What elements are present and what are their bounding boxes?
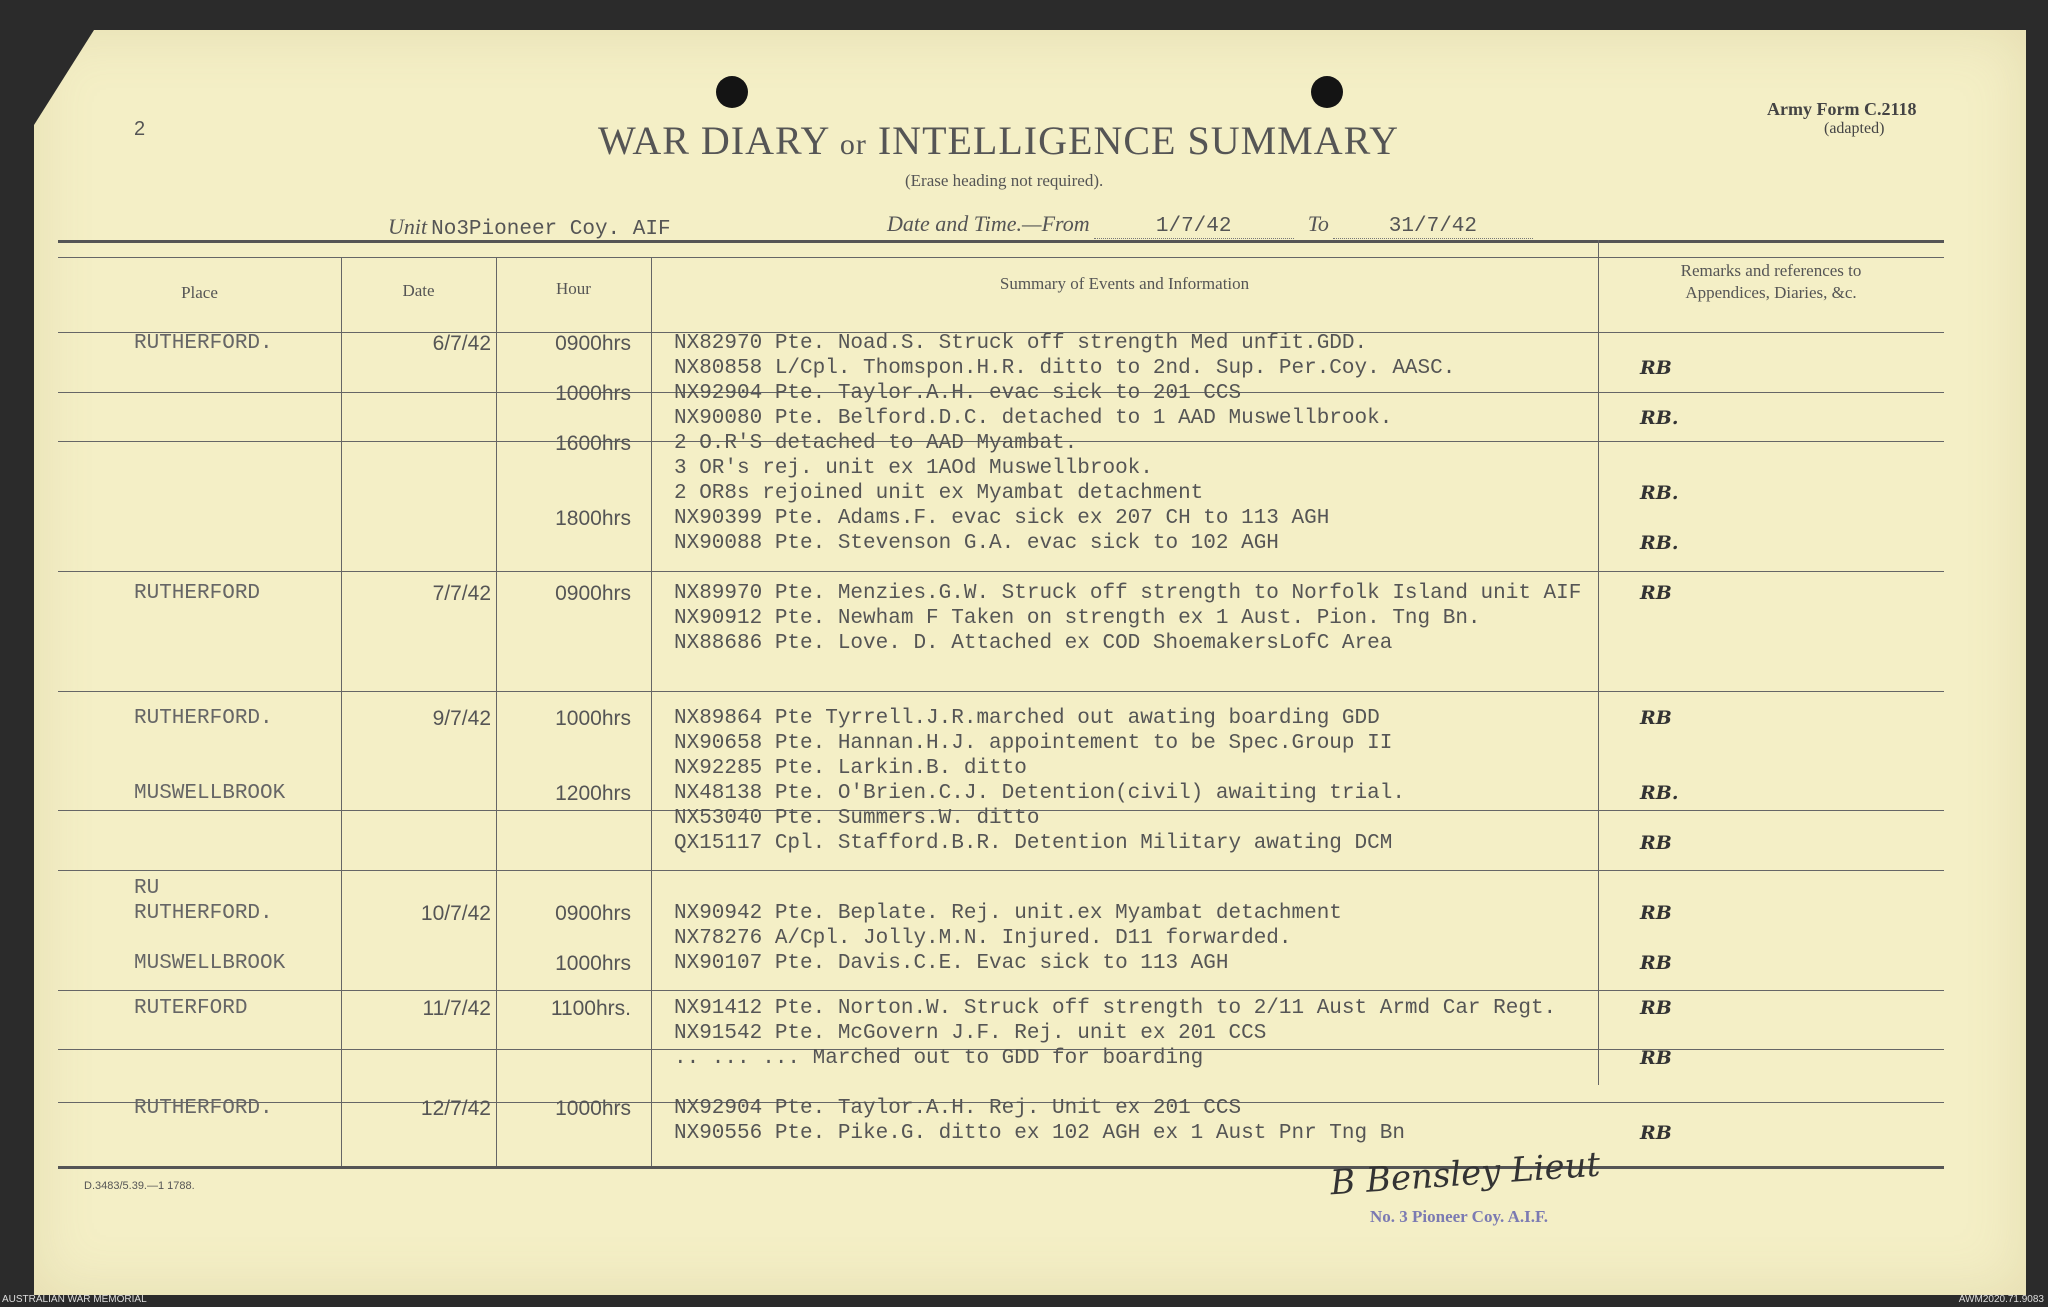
to-label: To [1307,211,1329,236]
col-divider-hour [651,257,652,1166]
folded-corner [34,30,94,125]
entry-place: RUTHERFORD. [134,902,273,925]
form-title [598,117,1399,164]
header-remarks-line1: Remarks and references to [1680,261,1862,280]
remark-initials: RB [1640,832,1672,854]
entry-hour: 1000hrs [555,707,631,730]
entry-hour: 1000hrs [555,382,631,405]
remark-initials: RB [1640,902,1672,924]
entry-text: NX82970 Pte. Noad.S. Struck off strength Med unfit.GDD. [674,332,1368,355]
entry-place: RUTHERFORD. [134,1097,273,1120]
entry-hour: 1000hrs [555,952,631,975]
entry-text: NX90107 Pte. Davis.C.E. Evac sick to 113 AGH [674,952,1229,975]
entry-date: 12/7/42 [420,1097,491,1120]
remark-initials: RB [1640,357,1672,379]
title-or: or [839,128,867,161]
remark-initials: RB [1640,707,1672,729]
entry-place: RUTHERFORD [134,582,261,605]
table-top-rule [58,240,1944,243]
entry-hour: 0900hrs [555,582,631,605]
title-part1: WAR DIARY [598,118,829,163]
entry-text: NX90080 Pte. Belford.D.C. detached to 1 AAD Muswellbrook. [674,407,1393,430]
archive-credit: AUSTRALIAN WAR MEMORIAL [2,1294,147,1305]
remark-initials: RB [1640,582,1672,604]
entry-text: NX92904 Pte. Taylor.A.H. evac sick to 201 CCS [674,382,1242,405]
punch-hole-left [716,76,748,108]
army-form-number: Army Form C.2118 [1767,99,1917,119]
entry-text: NX90556 Pte. Pike.G. ditto ex 102 AGH ex 1 Aust Pnr Tng Bn [674,1122,1405,1145]
remark-initials: RB [1640,952,1672,974]
unit-value: No3Pioneer Coy. AIF [431,218,796,242]
entry-text: 2 OR8s rejoined unit ex Myambat detachment [674,482,1204,505]
row-rule [58,870,1944,871]
header-place: Place [181,283,218,302]
header-summary: Summary of Events and Information [999,274,1250,293]
punch-hole-right [1311,76,1343,108]
header-date: Date [402,281,435,300]
row-rule [58,691,1944,692]
entry-date: 10/7/42 [420,902,491,925]
date-to: 31/7/42 [1333,215,1533,239]
form-subtitle: (Erase heading not required). [905,171,1104,190]
entry-text: NX89864 Pte Tyrrell.J.R.marched out awating boarding GDD [674,707,1380,730]
entry-hour: 0900hrs [555,332,631,355]
row-rule [58,571,1944,572]
entry-text: .. ... ... Marched out to GDD for boarding [674,1047,1204,1070]
entry-text: 3 OR's rej. unit ex 1AOd Muswellbrook. [674,457,1153,480]
date-line [887,211,1533,239]
entry-place: RUTHERFORD. [134,707,273,730]
entry-text: NX88686 Pte. Love. D. Attached ex COD ShoemakersLofC Area [674,632,1393,655]
entry-text: QX15117 Cpl. Stafford.B.R. Detention Military awating DCM [674,832,1393,855]
header-remarks-line2: Appendices, Diaries, &c. [1685,283,1857,302]
row-rule [58,990,1944,991]
col-divider-summary [1598,240,1599,1085]
entry-text: NX91412 Pte. Norton.W. Struck off strength to 2/11 Aust Armd Car Regt. [674,997,1557,1020]
entry-text: NX91542 Pte. McGovern J.F. Rej. unit ex 201 CCS [674,1022,1267,1045]
entry-text: 2 O.R'S detached to AAD Myambat. [674,432,1078,455]
entry-text: NX89970 Pte. Menzies.G.W. Struck off strength to Norfolk Island unit AIF [674,582,1582,605]
entry-date: 11/7/42 [422,997,491,1020]
entry-hour: 1100hrs. [550,997,631,1020]
entry-date: 6/7/42 [432,332,491,355]
entry-place: MUSWELLBROOK [134,782,286,805]
remark-initials: RB [1640,1122,1672,1144]
entry-hour: 1200hrs [555,782,631,805]
remark-initials: RB. [1640,482,1679,504]
header-hour: Hour [556,279,591,298]
entry-text: NX92904 Pte. Taylor.A.H. Rej. Unit ex 201 CCS [674,1097,1242,1120]
entry-text: NX80858 L/Cpl. Thomspon.H.R. ditto to 2nd. Sup. Per.Coy. AASC. [674,357,1456,380]
entry-place: MUSWELLBROOK [134,952,286,975]
print-code: D.3483/5.39.—1 1788. [84,1180,195,1192]
entry-hour: 1600hrs [555,432,631,455]
entry-text: NX92285 Pte. Larkin.B. ditto [674,757,1027,780]
entry-text: NX90942 Pte. Beplate. Rej. unit.ex Myambat detachment [674,902,1342,925]
remark-initials: RB. [1640,782,1679,804]
remark-initials: RB. [1640,407,1679,429]
remark-initials: RB [1640,1047,1672,1069]
entry-text: NX78276 A/Cpl. Jolly.M.N. Injured. D11 forwarded. [674,927,1292,950]
entry-date: 7/7/42 [432,582,491,605]
army-form-adapted: (adapted) [1824,120,1885,137]
entry-place: RUTERFORD [134,997,248,1020]
entry-date: 9/7/42 [432,707,491,730]
entry-text: NX90088 Pte. Stevenson G.A. evac sick to 102 AGH [674,532,1279,555]
table-bottom-rule [58,1166,1944,1169]
entry-place: RUTHERFORD. [134,332,273,355]
officer-signature: B Bensley Lieut [1328,1144,1602,1204]
entry-text: NX53040 Pte. Summers.W. ditto [674,807,1040,830]
remark-initials: RB. [1640,532,1679,554]
unit-line [388,214,796,242]
archive-reference: AWM2020.71.9083 [1958,1294,2044,1305]
date-label: Date and Time.—From [887,211,1090,236]
unit-label: Unit [388,214,428,239]
entry-hour: 1000hrs [555,1097,631,1120]
header-remarks [1598,260,1944,304]
date-from: 1/7/42 [1094,215,1294,239]
entry-text: NX90658 Pte. Hannan.H.J. appointement to be Spec.Group II [674,732,1393,755]
entry-place: RU [134,877,160,900]
entry-text: NX90912 Pte. Newham F Taken on strength ex 1 Aust. Pion. Tng Bn. [674,607,1481,630]
entry-text: NX48138 Pte. O'Brien.C.J. Detention(civil) awaiting trial. [674,782,1405,805]
title-part2: INTELLIGENCE SUMMARY [877,118,1399,163]
entry-hour: 1800hrs [555,507,631,530]
entry-hour: 0900hrs [555,902,631,925]
remark-initials: RB [1640,997,1672,1019]
unit-stamp: No. 3 Pioneer Coy. A.I.F. [1370,1207,1549,1226]
entry-text: NX90399 Pte. Adams.F. evac sick ex 207 CH to 113 AGH [674,507,1330,530]
page-number: 2 [134,118,146,140]
